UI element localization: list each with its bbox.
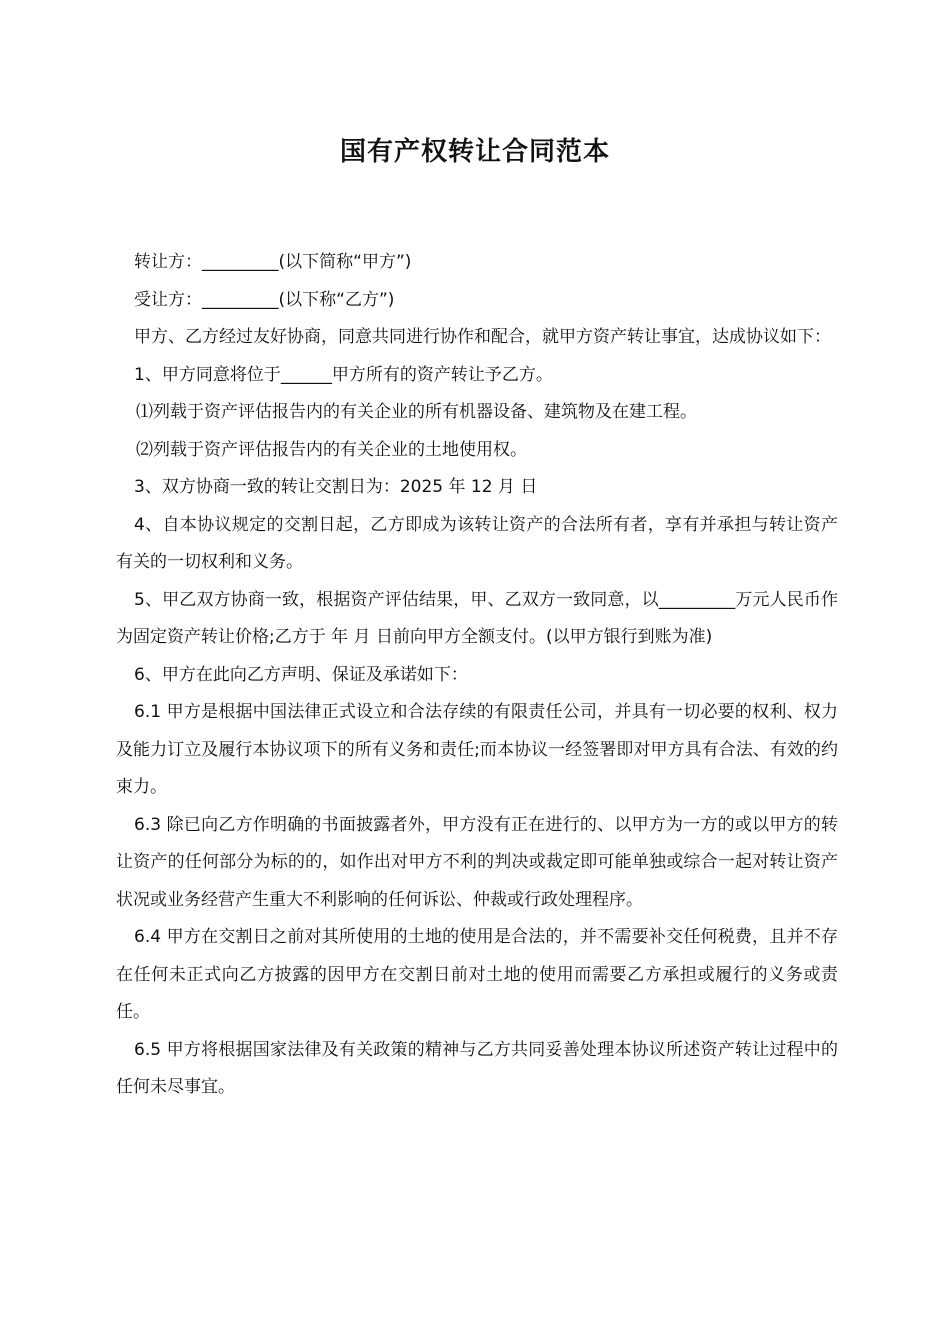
clause-6-3: 6.3 除已向乙方作明确的书面披露者外，甲方没有正在进行的、以甲方为一方的或以甲方的转让资产的任何部分为标的的，如作出对甲方不利的判决或裁定即可能单独或综合一起对转让资产状况或业务经营产生重大不利影响的任何诉讼、仲裁或行政处理程序。 xyxy=(116,814,838,910)
clause-6: 6、甲方在此向乙方声明、保证及承诺如下： xyxy=(134,664,468,685)
transferee-line: 受让方：_________(以下称“乙方”) xyxy=(134,289,395,310)
clause-4: 4、自本协议规定的交割日起，乙方即成为该转让资产的合法所有者，享有并承担与转让资产有关的一切权利和义务。 xyxy=(116,514,838,572)
transferor-line: 转让方：_________(以下简称“甲方”) xyxy=(134,252,412,272)
clause-6-5: 6.5 甲方将根据国家法律及有关政策的精神与乙方共同妥善处理本协议所述资产转让过程中的任何未尽事宜。 xyxy=(116,1039,838,1097)
clause-1-item-1: ⑴列载于资产评估报告内的有关企业的所有机器设备、建筑物及在建工程。 xyxy=(136,402,697,422)
document-body xyxy=(116,244,838,1107)
preamble-paragraph: 甲方、乙方经过友好协商，同意共同进行协作和配合，就甲方资产转让事宜，达成协议如下： xyxy=(134,327,831,347)
clause-3: 3、双方协商一致的转让交割日为：2025 年 12 月 日 xyxy=(134,477,538,497)
clause-1-item-2: ⑵列载于资产评估报告内的有关企业的土地使用权。 xyxy=(136,439,527,460)
clause-5: 5、甲乙双方协商一致，根据资产评估结果，甲、乙双方一致同意，以_________万元人民币作为固定资产转让价格;乙方于 年 月 日前向甲方全额支付。(以甲方银行到账为准) xyxy=(116,589,838,647)
clause-6-4: 6.4 甲方在交割日之前对其所使用的土地的使用是合法的，并不需要补交任何税费，且并不存在任何未正式向乙方披露的因甲方在交割日前对土地的使用而需要乙方承担或履行的义务或责任。 xyxy=(116,927,838,1022)
clause-1: 1、甲方同意将位于______甲方所有的资产转让予乙方。 xyxy=(134,364,553,385)
document-title: 国有产权转让合同范本 xyxy=(339,137,610,167)
clause-6-1: 6.1 甲方是根据中国法律正式设立和合法存续的有限责任公司，并具有一切必要的权利、权力及能力订立及履行本协议项下的所有义务和责任;而本协议一经签署即对甲方具有合法、有效的约束力。 xyxy=(116,702,838,797)
